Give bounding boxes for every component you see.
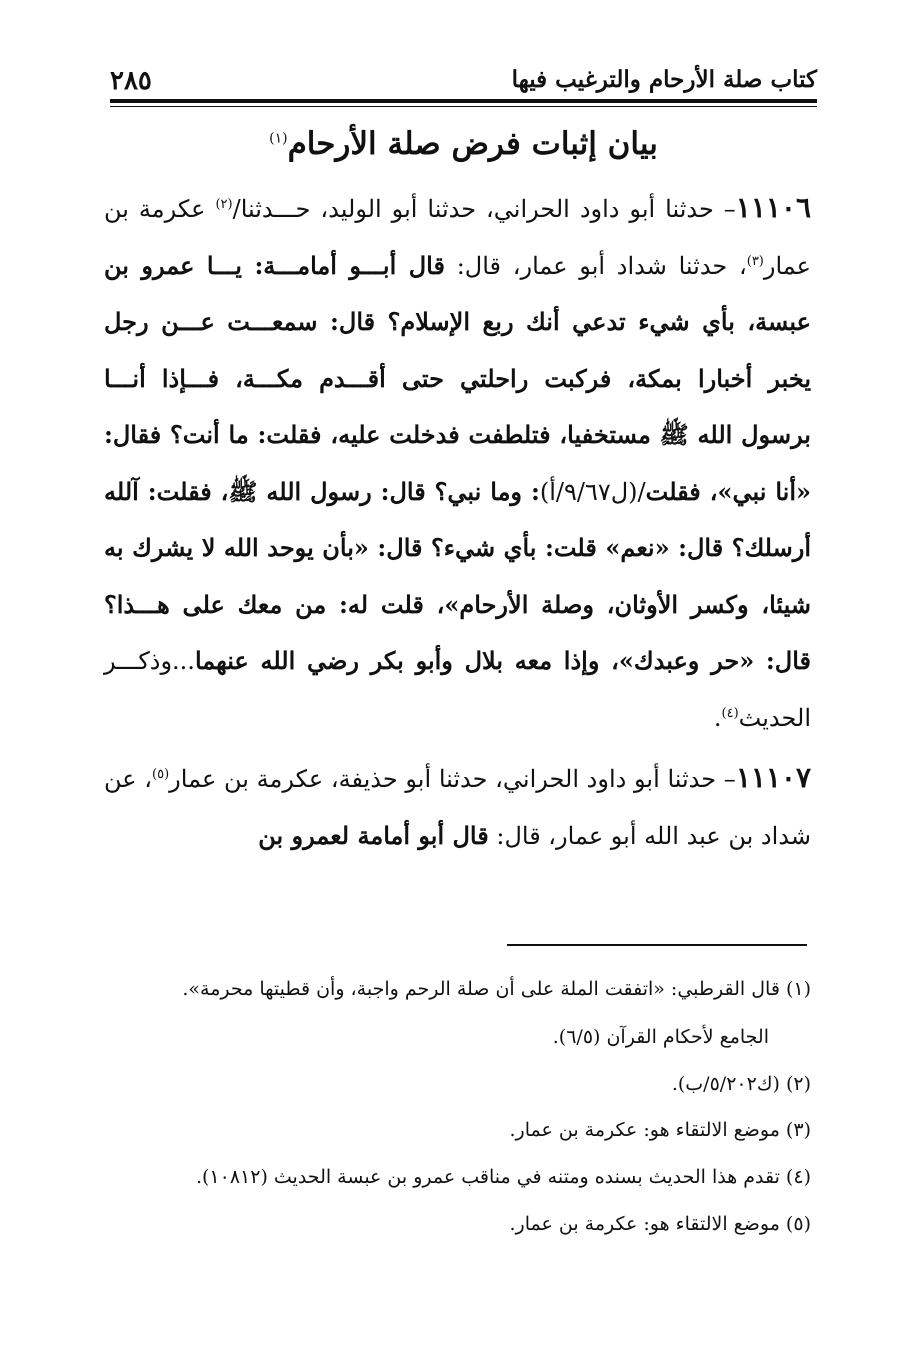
- closing-text: .: [713, 703, 722, 732]
- footnote-ref: (٣): [746, 253, 764, 269]
- isnad-text: ، حدثنا شداد أبو عمار، قال:: [456, 251, 747, 280]
- footnote: (٣) موضع الالتقاء هو: عكرمة بن عمار.: [509, 1119, 811, 1141]
- isnad-text: – حدثنا أبو داود الحراني، حدثنا أبو الوليد، حـــدثنا: [240, 195, 736, 223]
- footnote-ref: (٥): [152, 767, 170, 782]
- footnote: (١) قال القرطبي: «اتفقت الملة على أن صلة الرحم واجبة، وأن قطيتها محرمة».: [182, 978, 811, 1000]
- hadith-paragraph: [104, 180, 811, 746]
- running-header: [110, 66, 817, 96]
- matn-text: : وما نبي؟ قال: رسول الله ﷺ، فقلت: آلله أرسلك؟ قال: «نعم» قلت: بأي شيء؟ قال: «بأن يوحد الله لا يشرك به شيئا، وكسر الأوثان، وصلة الأرحام»، قلت له: من معك على هـــذا؟ قال: «حر وعبدك»، وإذا معه بلال وأبو بكر رضي الله عنهما: [104, 476, 811, 675]
- isnad-text: عكرمة بن عمار: [104, 195, 811, 280]
- chapter-heading-text: بيان إثبات فرض صلة الأرحام: [287, 126, 658, 162]
- footnote-ref: (١): [269, 130, 288, 147]
- footnote-ref: (٢): [215, 197, 233, 212]
- footnote: (٢) (ك٥/٢٠٢/ب).: [671, 1073, 811, 1095]
- hadith-paragraph: [104, 750, 811, 864]
- footnote-divider: [507, 944, 807, 946]
- hadith-number: ١١١٠٧: [735, 761, 812, 794]
- matn-text: قال أبـــو أمامـــة: يـــا عمرو بن عبسة، بأي شيء تدعي أنك ربع الإسلام؟ قال: سمعـــت عـــن رجل يخبر أخبارا بمكة، فركبت راحلتي حتى أقـــدم مكـــة، فـــإذا أنـــا برسول الله ﷺ مستخفيا، فتلطفت فدخلت عليه، فقلت: ما أنت؟ فقال: «أنا نبي»، فقلت: [104, 250, 811, 506]
- manuscript-ref: /(ل٩/٦٧/أ): [539, 477, 646, 506]
- page-number: ٢٨٥: [110, 66, 152, 96]
- footnote: (٤) تقدم هذا الحديث بسنده ومتنه في مناقب عمرو بن عبسة الحديث (١٠٨١٢).: [195, 1166, 811, 1188]
- header-rule: [110, 99, 817, 103]
- header-rule-thin: [110, 106, 817, 107]
- isnad-text: /: [232, 195, 241, 223]
- footnote: (٥) موضع الالتقاء هو: عكرمة بن عمار.: [509, 1213, 811, 1235]
- isnad-text: – حدثنا أبو داود الحراني، حدثنا أبو حذيفة، عكرمة بن عمار: [169, 765, 736, 793]
- chapter-heading: [110, 126, 817, 176]
- matn-text: قال أبو أمامة لعمرو بن: [258, 820, 489, 850]
- isnad-text: ، عن شداد بن عبد الله أبو عمار، قال:: [104, 765, 811, 850]
- hadith-number: ١١١٠٦: [735, 191, 811, 224]
- footnote: الجامع لأحكام القرآن (٦/٥).: [552, 1026, 769, 1048]
- footnote-ref: (٤): [721, 705, 739, 721]
- closing-text: ...وذكـــر الحديث: [104, 647, 811, 732]
- book-title: كتاب صلة الأرحام والترغيب فيها: [511, 66, 817, 93]
